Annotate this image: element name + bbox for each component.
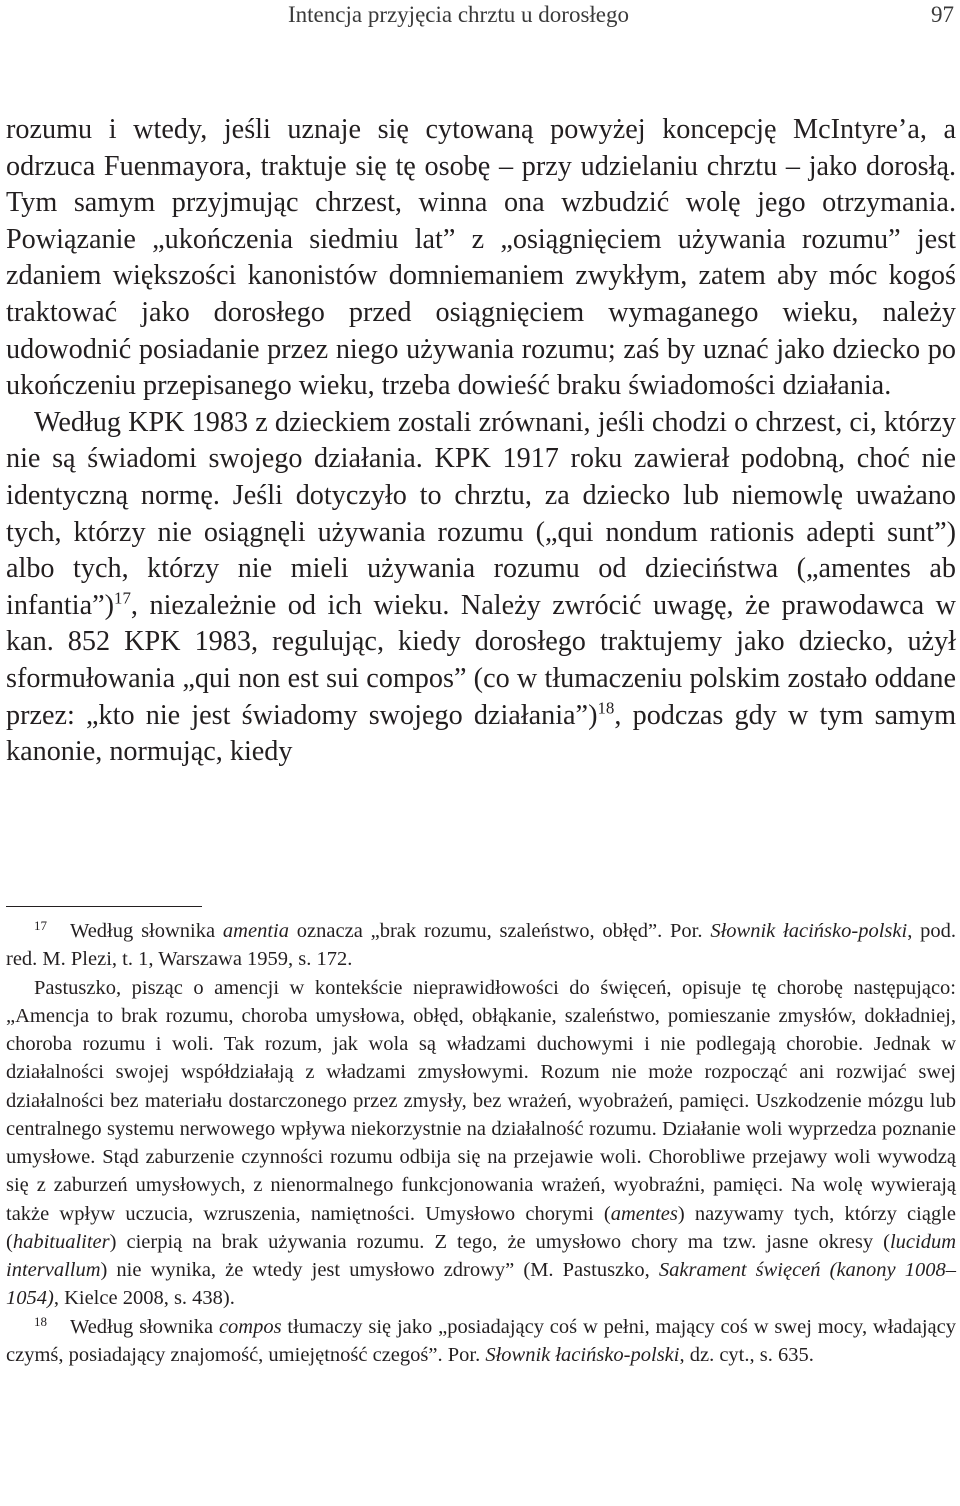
running-title: Intencja przyjęcia chrztu u dorosłego xyxy=(288,2,630,27)
footnote-number-17: 17 xyxy=(34,918,47,933)
footnote-17b-text-2: ) nazywamy tych, którzy ciągle ( xyxy=(6,1202,956,1253)
running-header xyxy=(0,2,960,28)
paragraph-1: rozumu i wtedy, jeśli uznaje się cytowaną powyżej koncepcję McIntyre’a, a odrzuca Fuenmayora, traktuje się tę osobę – przy udzielaniu chrztu – jako dorosłą. Tym samym przyjmując chrzest, winna ona wzbudzić wolę jego otrzymania. Powiązanie „ukończenia siedmiu lat” z „osiągnięciem używania rozumu” jest zdaniem większości kanonistów domniemaniem zwykłym, zatem aby móc kogoś traktować jako dorosłego przed osiągnięciem wymaganego wieku, należy udowodnić posiadanie przez niego używania rozumu; zaś by uznać jako dziecko po ukończeniu przepisanego wieku, trzeba dowieść braku świadomości działania. xyxy=(6,114,956,402)
footnote-17b-term-3: lucidum intervallum xyxy=(6,1230,956,1281)
footnote-18-term: compos xyxy=(218,1315,282,1338)
paragraph-2 xyxy=(6,405,956,771)
footnote-separator xyxy=(6,906,202,907)
footnote-ref-18[interactable]: 18 xyxy=(597,698,615,718)
footnote-18-text-2: tłumaczy się jako „posiadający coś w pełni, mający coś w swej mocy, władający czymś, posiadający znajomość, umiejętność czegoś”. Por. xyxy=(6,1315,956,1366)
footnote-18-text-3: , dz. cyt., s. 635. xyxy=(679,1343,814,1366)
footnote-17-source: Słownik łacińsko-polski xyxy=(710,920,908,942)
footnote-17-text-1: Według słownika xyxy=(70,920,223,942)
main-text xyxy=(6,112,956,771)
page-number: 97 xyxy=(931,2,954,27)
footnote-number-18: 18 xyxy=(34,1313,47,1329)
footnotes xyxy=(6,917,956,1369)
footnote-17 xyxy=(6,917,956,974)
footnote-17b-text-1: Pastuszko, pisząc o amencji w kontekście nieprawidłowości do święceń, opisuje tę chorobę następująco: „Amencja to brak rozumu, choroba umysłowa, obłęd, obłąkanie, szaleństwo, pomieszanie zmysłów, dokładniej, choroba rozumu i woli. Tak rozum, jak wola są władzami duchowymi i nie podlegają chorobie. Jednak w działalności swojej współdziałają z władzami zmysłowymi. Rozum nie może rozpocząć ani rozwijać swej działalności bez materiału dostarczonego przez zmysły, bez wrażeń, wyobrażeń, pamięci. Uszkodzenie mózgu lub centralnego systemu nerwowego wpływa niekorzystnie na działalność rozumu. Działanie woli wyprzedza poznanie umysłowe. Stąd zaburzenie czynności rozumu odbija się na przejawie woli. Chorobliwe przejawy woli wywodzą się z zaburzeń umysłowych, z nienormalnego funkcjonowania wrażeń, wyobraźni, pamięci. Na wolę wywierają także wpływ uczucia, wzruszenia, namiętności. Umysłowo chorymi ( xyxy=(6,976,956,1225)
footnote-18-source: Słownik łacińsko-polski xyxy=(485,1343,680,1366)
footnote-17b-text-3: ) cierpią na brak używania rozumu. Z tego, że umysłowo chory ma tzw. jasne okresy ( xyxy=(109,1230,890,1253)
paragraph-2-part-1: Według KPK 1983 z dzieckiem zostali zrównani, jeśli chodzi o chrzest, ci, którzy nie są świadomi swojego działania. KPK 1917 roku zawierał podobną, choć nie identyczną normę. Jeśli dotyczyło to chrztu, za dziecko lub niemowlę uważano tych, którzy nie osiągnęli używania rozumu („qui nondum rationis adepti sunt”) albo tych, którzy nie mieli używania rozumu od dzieciństwa („amentes ab infantia”) xyxy=(6,406,956,621)
footnote-17b-text-4: ) nie wynika, że wtedy jest umysłowo zdrowy” (M. Pastuszko, xyxy=(100,1259,659,1281)
footnote-17-continuation xyxy=(6,974,956,1313)
paragraph-2-part-3: , podczas gdy w tym samym kanonie, normując, kiedy xyxy=(6,699,956,768)
footnote-17-text-3: , pod. red. M. Plezi, t. 1, Warszawa 1959, s. 172. xyxy=(6,920,957,971)
footnote-17b-term-2: habitualiter xyxy=(12,1230,110,1253)
footnote-ref-17[interactable]: 17 xyxy=(114,588,131,608)
footnote-17b-text-5: , Kielce 2008, s. 438). xyxy=(53,1287,235,1310)
footnote-18 xyxy=(6,1313,956,1370)
footnote-18-text-1: Według słownika xyxy=(70,1315,219,1338)
footnote-17b-source: Sakrament święceń (kanony 1008–1054) xyxy=(6,1259,956,1310)
footnote-17-text-2: oznacza „brak rozumu, szaleństwo, obłęd”. Por. xyxy=(288,920,711,942)
paragraph-2-part-2: , niezależnie od ich wieku. Należy zwrócić uwagę, że prawodawca w kan. 852 KPK 1983, regulując, kiedy dorosłego traktujemy jako dziecko, użył sformułowania „qui non est sui compos” (co w tłumaczeniu polskim zostało oddane przez: „kto nie jest świadomy swojego działania”) xyxy=(6,589,956,731)
footnote-17b-term-1: amentes xyxy=(610,1202,678,1225)
footnote-17-term: amentia xyxy=(222,920,289,942)
